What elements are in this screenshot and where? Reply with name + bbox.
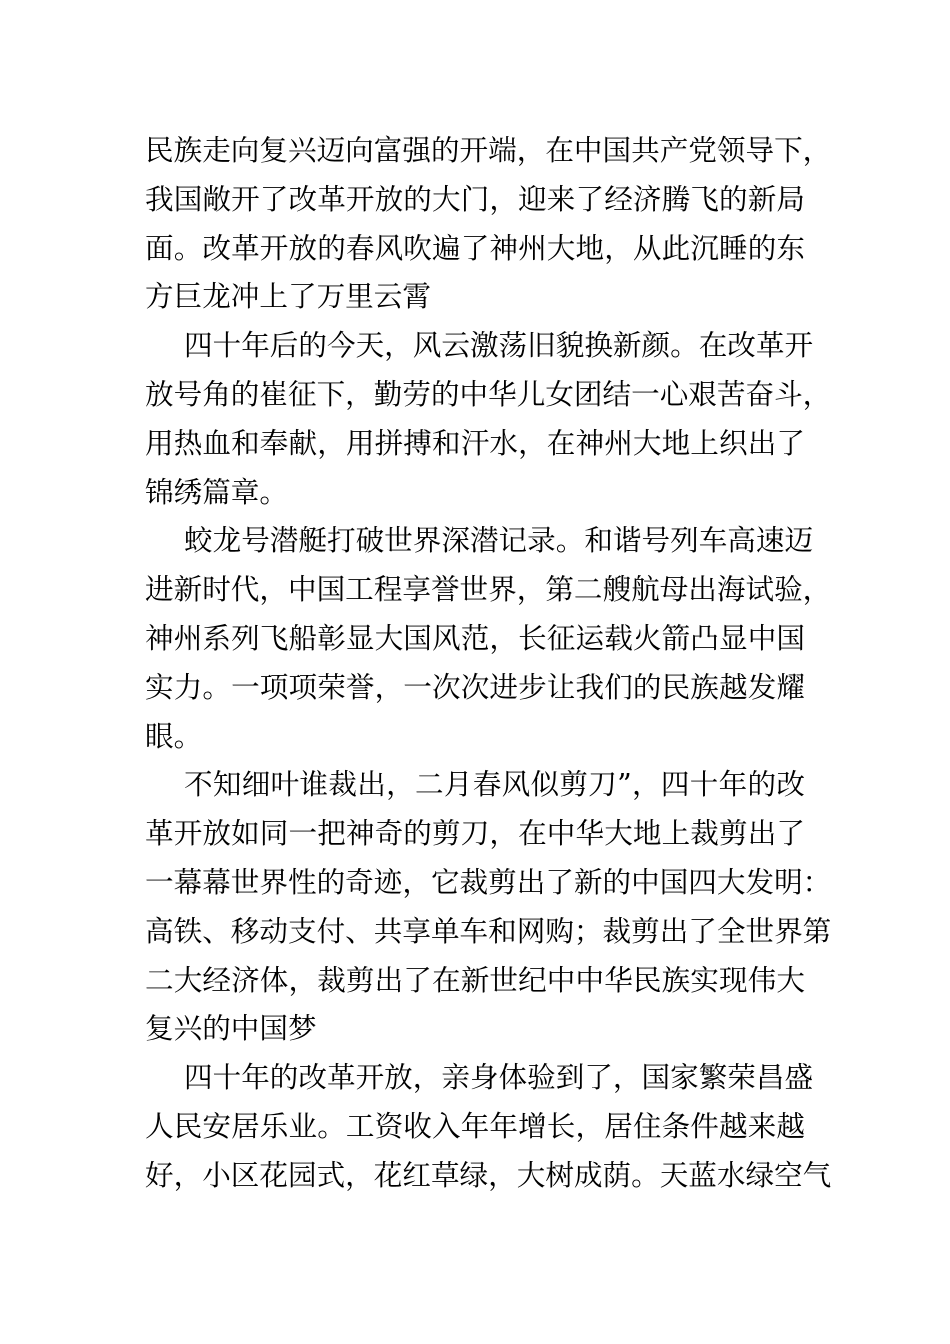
text-line: 四十年的改革开放，亲身体验到了，国家繁荣昌盛	[184, 1060, 814, 1095]
text-line: 用热血和奉献，用拼搏和汗水，在神州大地上织出了	[145, 425, 805, 460]
text-line: 我国敞开了改革开放的大门，迎来了经济腾飞的新局	[145, 181, 805, 216]
text-line: 好，小区花园式，花红草绿，大树成荫。天蓝水绿空气	[145, 1157, 832, 1192]
text-line: 蛟龙号潜艇打破世界深潜记录。和谐号列车高速迈	[184, 523, 814, 558]
text-line: 四十年后的今天，风云激荡旧貌换新颜。在改革开	[184, 328, 814, 363]
text-line: 方巨龙冲上了万里云霄	[145, 279, 431, 314]
text-line: 进新时代，中国工程享誉世界，第二艘航母出海试验，	[145, 572, 832, 607]
paragraph	[145, 760, 832, 1053]
text-line: 放号角的崔征下，勤劳的中华儿女团结一心艰苦奋斗，	[145, 376, 832, 411]
text-line: 锦绣篇章。	[145, 474, 288, 509]
text-line: 高铁、移动支付、共享单车和网购；裁剪出了全世界第	[145, 913, 832, 948]
paragraph	[145, 126, 832, 321]
text-line: 眼。	[145, 718, 203, 753]
text-line: 实力。一项项荣誉，一次次进步让我们的民族越发耀	[145, 669, 805, 704]
text-line: 二大经济体，裁剪出了在新世纪中中华民族实现伟大	[145, 962, 805, 997]
text-line: 民族走向复兴迈向富强的开端，在中国共产党领导下，	[145, 133, 832, 167]
paragraph	[145, 321, 832, 516]
text-line: 复兴的中国梦	[145, 1011, 317, 1046]
text-line: 面。改革开放的春风吹遍了神州大地，从此沉睡的东	[145, 230, 805, 265]
paragraph	[145, 1053, 832, 1199]
text-line: 革开放如同一把神奇的剪刀，在中华大地上裁剪出了	[145, 816, 805, 851]
body-text	[145, 126, 832, 1200]
paragraph	[145, 516, 832, 760]
text-line: 不知细叶谁裁出，二月春风似剪刀”，四十年的改	[184, 767, 805, 802]
text-line: 神州系列飞船彰显大国风范，长征运载火箭凸显中国	[145, 620, 805, 655]
text-line: 人民安居乐业。工资收入年年增长，居住条件越来越	[145, 1108, 805, 1143]
text-line: 一幕幕世界性的奇迹，它裁剪出了新的中国四大发明：	[145, 864, 832, 899]
